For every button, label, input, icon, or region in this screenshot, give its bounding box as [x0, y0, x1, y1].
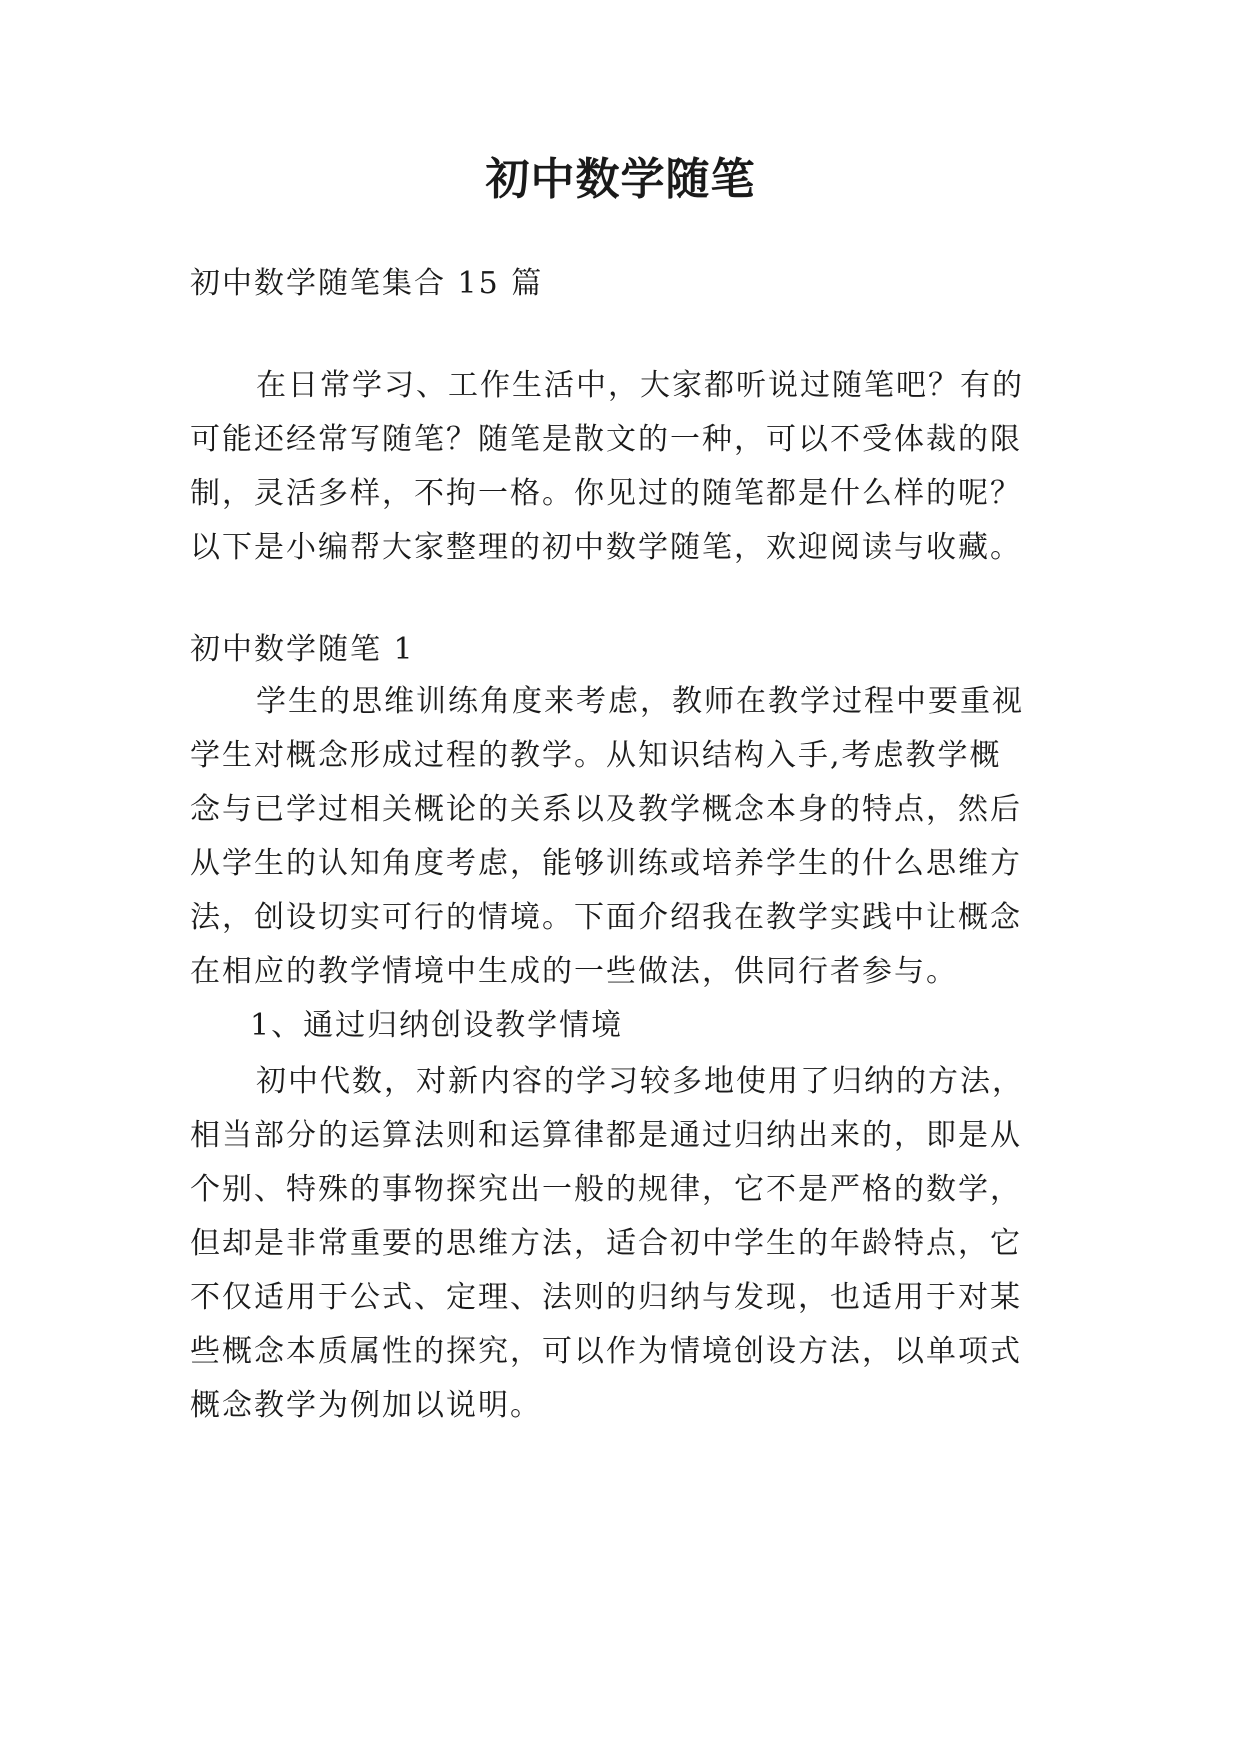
section-heading: 初中数学随笔 1	[190, 632, 415, 667]
paragraph-line: 初中代数，对新内容的学习较多地使用了归纳的方法，	[256, 1064, 1024, 1099]
paragraph-line: 不仅适用于公式、定理、法则的归纳与发现，也适用于对某	[190, 1280, 1022, 1315]
paragraph-line: 些概念本质属性的探究，可以作为情境创设方法，以单项式	[190, 1334, 1022, 1369]
paragraph-line: 念与已学过相关概论的关系以及教学概念本身的特点，然后	[190, 792, 1022, 827]
paragraph-line: 但却是非常重要的思维方法，适合初中学生的年龄特点，它	[190, 1226, 1022, 1261]
intro-line: 以下是小编帮大家整理的初中数学随笔，欢迎阅读与收藏。	[190, 530, 1022, 565]
paragraph-line: 相当部分的运算法则和运算律都是通过归纳出来的，即是从	[190, 1118, 1022, 1153]
intro-line: 可能还经常写随笔？随笔是散文的一种，可以不受体裁的限	[190, 422, 1022, 457]
paragraph-line: 个别、特殊的事物探究出一般的规律，它不是严格的数学，	[190, 1172, 1022, 1207]
document-subtitle: 初中数学随笔集合 15 篇	[190, 266, 544, 301]
document-title: 初中数学随笔	[485, 154, 756, 205]
paragraph-line: 在相应的教学情境中生成的一些做法，供同行者参与。	[190, 954, 958, 989]
paragraph-line: 从学生的认知角度考虑，能够训练或培养学生的什么思维方	[190, 846, 1022, 881]
paragraph-line: 学生对概念形成过程的教学。从知识结构入手,考虑教学概	[190, 738, 1002, 773]
intro-line: 在日常学习、工作生活中，大家都听说过随笔吧？有的	[256, 368, 1024, 403]
paragraph-line: 概念教学为例加以说明。	[190, 1388, 542, 1423]
paragraph-line: 法，创设切实可行的情境。下面介绍我在教学实践中让概念	[190, 900, 1022, 935]
paragraph-line: 学生的思维训练角度来考虑，教师在教学过程中要重视	[256, 684, 1024, 719]
section-subheading: 1、通过归纳创设教学情境	[250, 1008, 624, 1043]
intro-line: 制，灵活多样，不拘一格。你见过的随笔都是什么样的呢？	[190, 476, 1022, 511]
